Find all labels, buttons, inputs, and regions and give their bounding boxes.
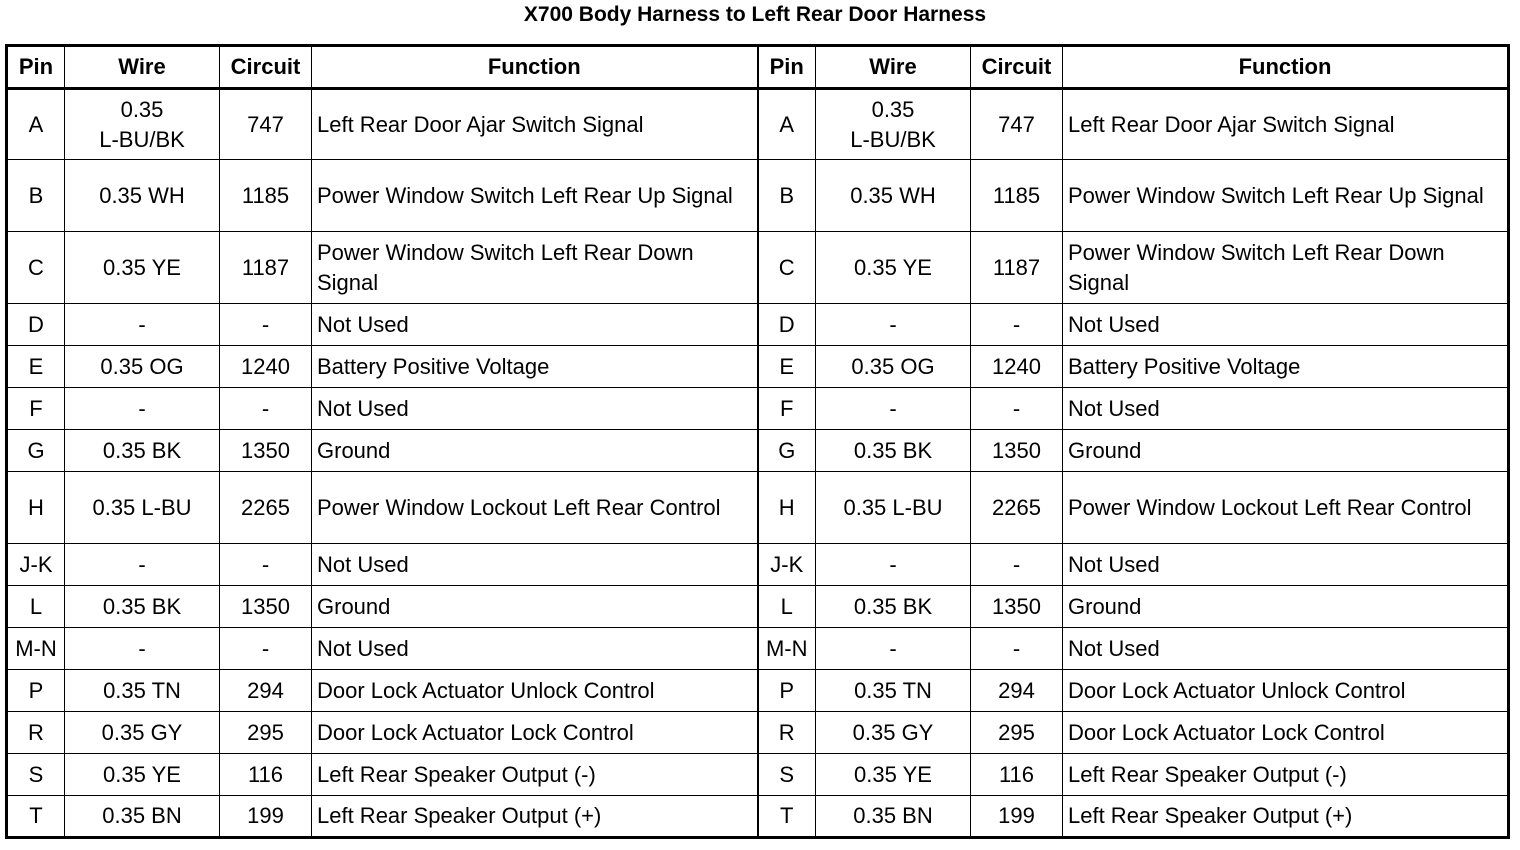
circuit-cell: 1187 — [220, 232, 312, 304]
pin-cell: E — [7, 346, 65, 388]
pin-cell: M-N — [7, 628, 65, 670]
table-header-row — [7, 46, 1509, 89]
table-row — [7, 304, 1509, 346]
pin-cell: B — [7, 160, 65, 232]
circuit-cell: 116 — [971, 754, 1063, 796]
function-cell: Door Lock Actuator Unlock Control — [312, 670, 758, 712]
wire-cell: 0.35 GY — [65, 712, 220, 754]
wire-cell: - — [65, 628, 220, 670]
circuit-cell: 747 — [971, 89, 1063, 160]
circuit-cell: 1185 — [220, 160, 312, 232]
pin-cell: F — [758, 388, 816, 430]
pin-cell: M-N — [758, 628, 816, 670]
wire-cell: 0.35 BK — [65, 430, 220, 472]
pin-cell: A — [7, 89, 65, 160]
circuit-cell: 2265 — [220, 472, 312, 544]
wire-cell: 0.35 YE — [65, 232, 220, 304]
wire-cell: - — [65, 304, 220, 346]
wire-cell: 0.35 BN — [65, 796, 220, 838]
circuit-cell: - — [220, 304, 312, 346]
function-cell: Door Lock Actuator Unlock Control — [1063, 670, 1509, 712]
wire-cell: 0.35 GY — [816, 712, 971, 754]
wire-cell: 0.35 YE — [65, 754, 220, 796]
table-row — [7, 89, 1509, 160]
circuit-cell: 294 — [220, 670, 312, 712]
pin-cell: S — [758, 754, 816, 796]
header-circuit: Circuit — [971, 46, 1063, 89]
pin-cell: H — [758, 472, 816, 544]
wire-cell: - — [65, 388, 220, 430]
wire-cell: - — [816, 544, 971, 586]
function-cell: Left Rear Speaker Output (-) — [1063, 754, 1509, 796]
table-row — [7, 796, 1509, 838]
pin-cell: D — [7, 304, 65, 346]
header-function: Function — [312, 46, 758, 89]
wire-cell: 0.35 TN — [816, 670, 971, 712]
pin-cell: P — [758, 670, 816, 712]
circuit-cell: 1240 — [220, 346, 312, 388]
pin-cell: J-K — [758, 544, 816, 586]
circuit-cell: - — [220, 628, 312, 670]
table-row — [7, 232, 1509, 304]
function-cell: Not Used — [312, 628, 758, 670]
table-row — [7, 754, 1509, 796]
function-cell: Ground — [312, 430, 758, 472]
function-cell: Power Window Lockout Left Rear Control — [312, 472, 758, 544]
circuit-cell: - — [220, 544, 312, 586]
table-row — [7, 586, 1509, 628]
wire-cell: 0.35 WH — [816, 160, 971, 232]
function-cell: Door Lock Actuator Lock Control — [312, 712, 758, 754]
circuit-cell: - — [220, 388, 312, 430]
function-cell: Power Window Switch Left Rear Down Signal — [1063, 232, 1509, 304]
function-cell: Left Rear Speaker Output (+) — [312, 796, 758, 838]
table-row — [7, 628, 1509, 670]
header-pin: Pin — [7, 46, 65, 89]
table-row — [7, 160, 1509, 232]
circuit-cell: 1350 — [971, 430, 1063, 472]
function-cell: Not Used — [312, 304, 758, 346]
pin-cell: G — [758, 430, 816, 472]
circuit-cell: 1350 — [220, 586, 312, 628]
function-cell: Left Rear Speaker Output (+) — [1063, 796, 1509, 838]
pin-cell: R — [7, 712, 65, 754]
function-cell: Battery Positive Voltage — [1063, 346, 1509, 388]
header-pin: Pin — [758, 46, 816, 89]
pin-cell: L — [7, 586, 65, 628]
circuit-cell: - — [971, 628, 1063, 670]
circuit-cell: 2265 — [971, 472, 1063, 544]
circuit-cell: 295 — [220, 712, 312, 754]
pin-cell: H — [7, 472, 65, 544]
table-row — [7, 430, 1509, 472]
function-cell: Left Rear Speaker Output (-) — [312, 754, 758, 796]
pin-cell: J-K — [7, 544, 65, 586]
pin-cell: B — [758, 160, 816, 232]
table-row — [7, 544, 1509, 586]
header-wire: Wire — [816, 46, 971, 89]
wire-cell: 0.35 BN — [816, 796, 971, 838]
wire-cell: 0.35 L-BU/BK — [816, 89, 971, 160]
wire-cell: 0.35 YE — [816, 754, 971, 796]
wire-cell: - — [816, 304, 971, 346]
wire-cell: 0.35 L-BU — [65, 472, 220, 544]
circuit-cell: 747 — [220, 89, 312, 160]
pin-cell: P — [7, 670, 65, 712]
wire-cell: 0.35 BK — [65, 586, 220, 628]
pin-cell: L — [758, 586, 816, 628]
circuit-cell: 1185 — [971, 160, 1063, 232]
wire-cell: - — [65, 544, 220, 586]
page-title: X700 Body Harness to Left Rear Door Harness — [523, 3, 987, 26]
function-cell: Ground — [312, 586, 758, 628]
wire-cell: 0.35 YE — [816, 232, 971, 304]
wire-cell: 0.35 WH — [65, 160, 220, 232]
function-cell: Not Used — [1063, 628, 1509, 670]
pin-cell: T — [7, 796, 65, 838]
header-circuit: Circuit — [220, 46, 312, 89]
table-row — [7, 472, 1509, 544]
function-cell: Ground — [1063, 430, 1509, 472]
wire-cell: 0.35 TN — [65, 670, 220, 712]
pin-cell: C — [758, 232, 816, 304]
circuit-cell: 199 — [220, 796, 312, 838]
function-cell: Power Window Lockout Left Rear Control — [1063, 472, 1509, 544]
function-cell: Not Used — [1063, 544, 1509, 586]
pin-cell: G — [7, 430, 65, 472]
wire-cell: 0.35 BK — [816, 586, 971, 628]
function-cell: Not Used — [312, 544, 758, 586]
function-cell: Power Window Switch Left Rear Up Signal — [312, 160, 758, 232]
circuit-cell: 295 — [971, 712, 1063, 754]
pin-cell: C — [7, 232, 65, 304]
function-cell: Not Used — [312, 388, 758, 430]
function-cell: Not Used — [1063, 304, 1509, 346]
table-row — [7, 346, 1509, 388]
function-cell: Battery Positive Voltage — [312, 346, 758, 388]
pin-cell: E — [758, 346, 816, 388]
circuit-cell: 294 — [971, 670, 1063, 712]
wire-cell: 0.35 OG — [65, 346, 220, 388]
wire-cell: - — [816, 388, 971, 430]
pin-cell: T — [758, 796, 816, 838]
function-cell: Ground — [1063, 586, 1509, 628]
function-cell: Power Window Switch Left Rear Down Signal — [312, 232, 758, 304]
circuit-cell: 1350 — [971, 586, 1063, 628]
connector-table — [5, 44, 1510, 839]
wire-cell: - — [816, 628, 971, 670]
function-cell: Left Rear Door Ajar Switch Signal — [1063, 89, 1509, 160]
table-row — [7, 712, 1509, 754]
pin-cell: S — [7, 754, 65, 796]
header-wire: Wire — [65, 46, 220, 89]
function-cell: Not Used — [1063, 388, 1509, 430]
circuit-cell: 199 — [971, 796, 1063, 838]
circuit-cell: 1350 — [220, 430, 312, 472]
table-row — [7, 388, 1509, 430]
circuit-cell: - — [971, 544, 1063, 586]
table-row — [7, 670, 1509, 712]
pin-cell: A — [758, 89, 816, 160]
pin-cell: D — [758, 304, 816, 346]
function-cell: Power Window Switch Left Rear Up Signal — [1063, 160, 1509, 232]
function-cell: Door Lock Actuator Lock Control — [1063, 712, 1509, 754]
wire-cell: 0.35 L-BU/BK — [65, 89, 220, 160]
pin-cell: R — [758, 712, 816, 754]
circuit-cell: 1187 — [971, 232, 1063, 304]
circuit-cell: - — [971, 304, 1063, 346]
header-function: Function — [1063, 46, 1509, 89]
wire-cell: 0.35 L-BU — [816, 472, 971, 544]
circuit-cell: 116 — [220, 754, 312, 796]
circuit-cell: 1240 — [971, 346, 1063, 388]
pin-cell: F — [7, 388, 65, 430]
wire-cell: 0.35 OG — [816, 346, 971, 388]
wire-cell: 0.35 BK — [816, 430, 971, 472]
circuit-cell: - — [971, 388, 1063, 430]
function-cell: Left Rear Door Ajar Switch Signal — [312, 89, 758, 160]
